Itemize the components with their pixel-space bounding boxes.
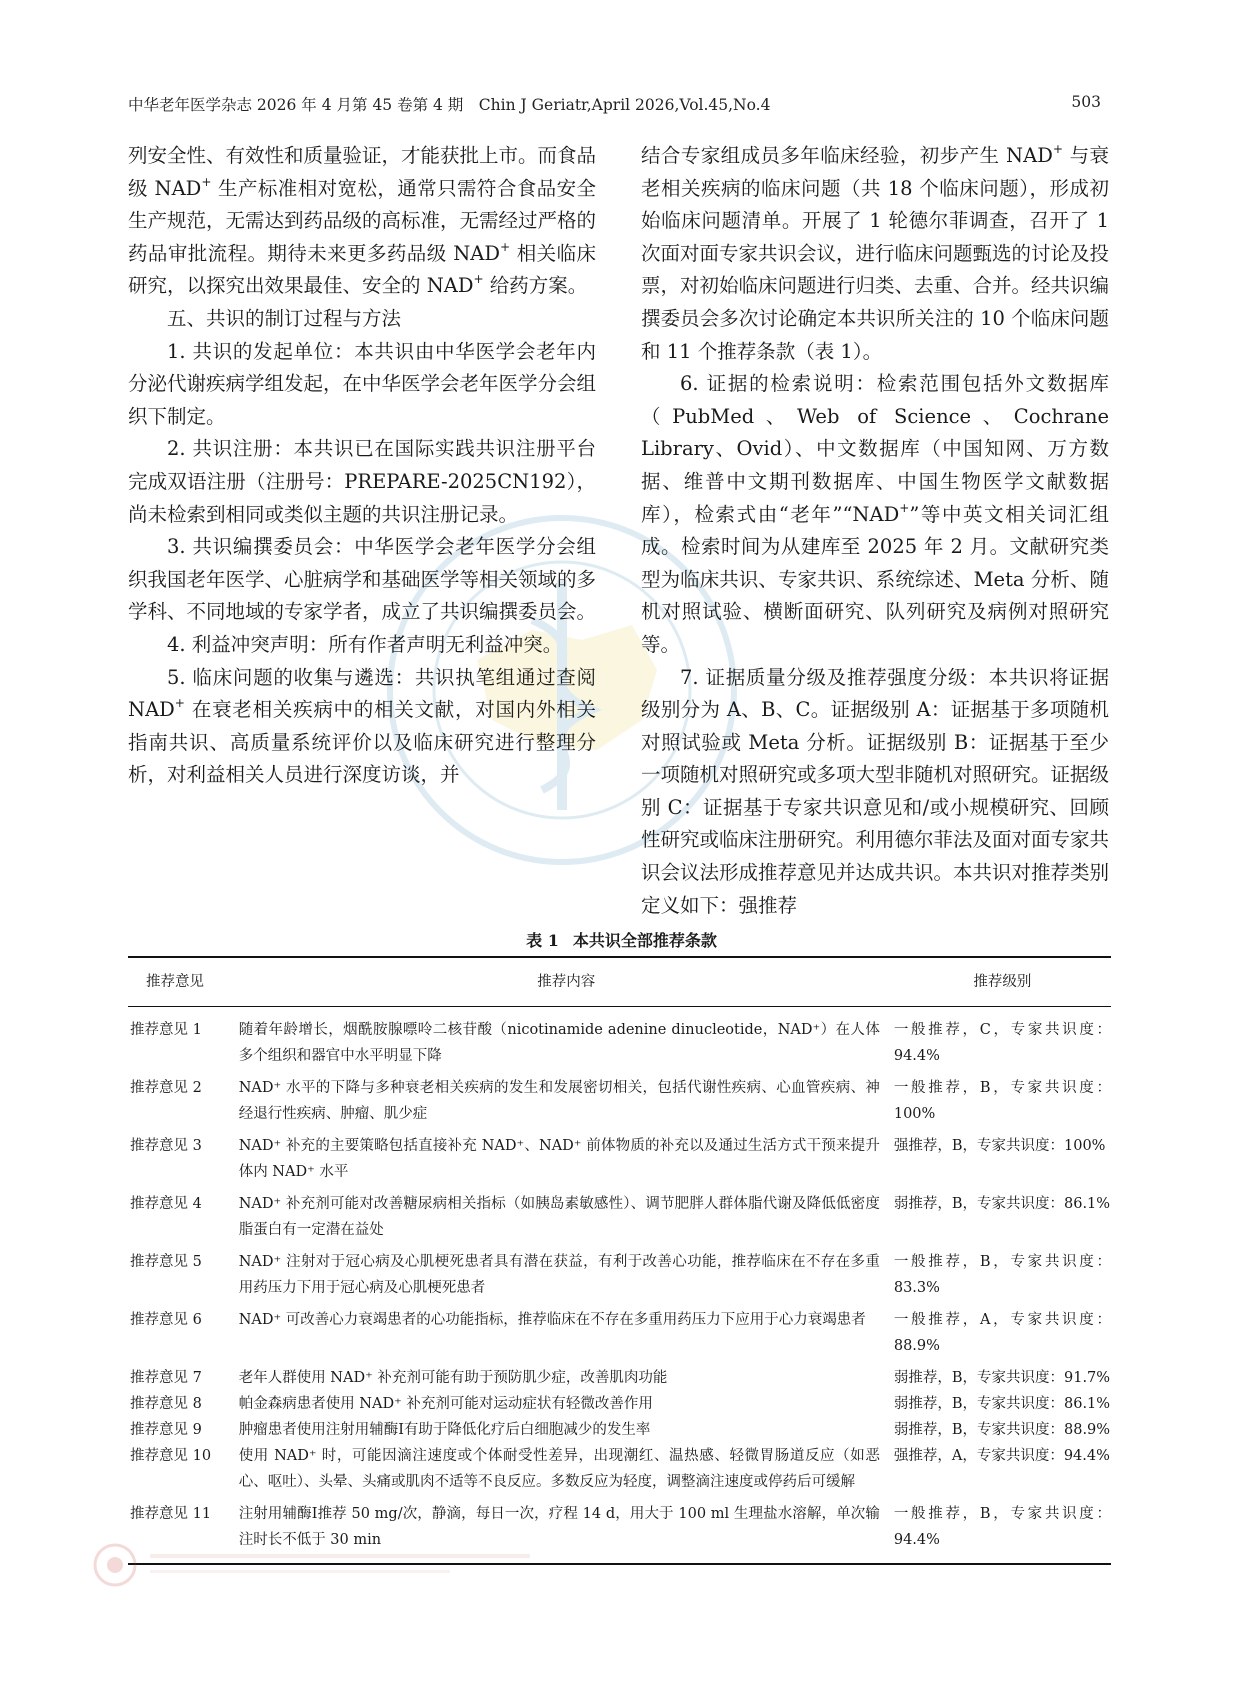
table-row xyxy=(128,1127,1111,1185)
row-content: 帕金森病患者使用 NAD⁺ 补充剂可能对运动症状有轻微改善作用 xyxy=(238,1396,653,1412)
row-id: 推荐意见 4 xyxy=(130,1196,202,1212)
item-3: 3. 共识编撰委员会：中华医学会老年医学分会组织我国老年医学、心脏病学和基础医学等相关领域的多学科、不同地域的专家学者，成立了共识编撰委员会。 xyxy=(128,535,597,624)
header-level: 推荐级别 xyxy=(894,957,1111,1007)
table-row xyxy=(128,1185,1111,1243)
row-content: 注射用辅酶Ⅰ推荐 50 mg/次，静滴，每日一次，疗程 14 d，用大于 100 ml 生理盐水溶解，单次输注时长不低于 30 min xyxy=(239,1495,894,1564)
row-content: NAD⁺ 注射对于冠心病及心肌梗死患者具有潜在获益，有利于改善心功能，推荐临床在不存在多重用药压力下用于冠心病及心肌梗死患者 xyxy=(238,1254,880,1296)
row-level: 弱推荐，B，专家共识度：86.1% xyxy=(893,1196,1111,1212)
item-6: 6. 证据的检索说明：检索范围包括外文数据库（PubMed、Web of Science、Cochrane Library、Ovid）、中文数据库（中国知网、万方数据、维普中文期刊数据库、中国生物医学文献数据库），检索式由“老年”“NAD+”等中英文相关词汇组成。检索时间为从建库至 2025 年 2 月。文献研究类型为临床共识、专家共识、系统综述、Meta 分析、随机对照试验、横断面研究、队列研究及病例对照研究等。 xyxy=(641,372,1109,656)
row-level: 弱推荐，B，专家共识度：86.1% xyxy=(893,1396,1111,1412)
row-level: 一般推荐，B，专家共识度：100% xyxy=(893,1080,1111,1122)
row-content: NAD⁺ 水平的下降与多种衰老相关疾病的发生和发展密切相关，包括代谢性疾病、心血管疾病、神经退行性疾病、肿瘤、肌少症 xyxy=(238,1080,880,1122)
journal-info: 中华老年医学杂志 2026 年 4 月第 45 卷第 4 期 Chin J Geriatr,April 2026,Vol.45,No.4 xyxy=(128,96,771,114)
row-id: 推荐意见 1 xyxy=(130,1022,202,1038)
row-id: 推荐意见 9 xyxy=(130,1422,202,1438)
row-id: 推荐意见 6 xyxy=(130,1312,202,1328)
row-level: 一般推荐，B，专家共识度：94.4% xyxy=(894,1495,1111,1564)
row-content: 肿瘤患者使用注射用辅酶Ⅰ有助于降低化疗后白细胞减少的发生率 xyxy=(238,1422,651,1438)
table-row xyxy=(128,1495,1111,1564)
row-level: 一般推荐，C，专家共识度：94.4% xyxy=(893,1022,1111,1064)
item-7: 7. 证据质量分级及推荐强度分级：本共识将证据级别分为 A、B、C。证据级别 A：证据基于多项随机对照试验或 Meta 分析。证据级别 B：证据基于至少一项随机对照研究或多项大型非随机对照研究。证据级别 C：证据基于专家共识意见和/或小规模研究、回顾性研究或临床注册研究。利用德尔菲法及面对面专家共识会议法形成推荐意见并达成共识。本共识对推荐类别定义如下：强推荐 xyxy=(641,665,1110,917)
header-content: 推荐内容 xyxy=(239,957,894,1007)
table-row xyxy=(128,1391,1111,1417)
row-content: 使用 NAD⁺ 时，可能因滴注速度或个体耐受性差异，出现潮红、温热感、轻微胃肠道反应（如恶心、呕吐）、头晕、头痛或肌肉不适等不良反应。多数反应为轻度，调整滴注速度或停药后可缓解 xyxy=(238,1448,880,1490)
row-content: 随着年龄增长，烟酰胺腺嘌呤二核苷酸（nicotinamide adenine dinucleotide，NAD⁺）在人体多个组织和器官中水平明显下降 xyxy=(238,1022,880,1064)
item-5: 5. 临床问题的收集与遴选：共识执笔组通过查阅 NAD+ 在衰老相关疾病中的相关文献，对国内外相关指南共识、高质量系统评价以及临床研究进行整理分析，对利益相关人员进行深度访谈，并 xyxy=(128,665,596,787)
row-id: 推荐意见 11 xyxy=(128,1495,239,1564)
row-level: 强推荐，B，专家共识度：100% xyxy=(893,1138,1106,1154)
row-id: 推荐意见 10 xyxy=(130,1448,212,1464)
right-column xyxy=(641,140,1109,922)
table-row xyxy=(128,1007,1111,1070)
table-row xyxy=(128,1301,1111,1359)
row-content: NAD⁺ 补充剂可能对改善糖尿病相关指标（如胰岛素敏感性）、调节肥胖人群体脂代谢及降低低密度脂蛋白有一定潜在益处 xyxy=(238,1196,880,1238)
paragraph-continued: 列安全性、有效性和质量验证，才能获批上市。而食品级 NAD+ 生产标准相对宽松，通常只需符合食品安全生产规范，无需达到药品级的高标准，无需经过严格的药品审批流程。期待未来更多药品级 NAD+ 相关临床研究，以探究出效果最佳、安全的 NAD+ 给药方案。 xyxy=(128,144,597,298)
section-heading: 五、共识的制订过程与方法 xyxy=(167,306,402,330)
page-number: 503 xyxy=(1071,93,1101,111)
row-id: 推荐意见 3 xyxy=(130,1138,202,1154)
row-id: 推荐意见 7 xyxy=(130,1370,202,1386)
table-row xyxy=(128,1443,1111,1495)
table-label: 表 1 xyxy=(526,931,559,950)
row-level: 一般推荐，A，专家共识度：88.9% xyxy=(893,1312,1111,1354)
left-column xyxy=(128,140,596,792)
running-head xyxy=(128,93,1101,115)
table-caption xyxy=(0,928,1243,951)
table-row xyxy=(128,1069,1111,1127)
row-level: 弱推荐，B，专家共识度：88.9% xyxy=(893,1422,1111,1438)
header-id: 推荐意见 xyxy=(128,957,239,1007)
recommendations-table xyxy=(128,956,1111,1565)
row-level: 弱推荐，B，专家共识度：91.7% xyxy=(893,1370,1111,1386)
row-level: 强推荐，A，专家共识度：94.4% xyxy=(893,1448,1110,1464)
row-content: 老年人群使用 NAD⁺ 补充剂可能有助于预防肌少症，改善肌肉功能 xyxy=(238,1370,668,1386)
row-id: 推荐意见 8 xyxy=(130,1396,202,1412)
row-id: 推荐意见 2 xyxy=(130,1080,202,1096)
row-id: 推荐意见 5 xyxy=(130,1254,202,1270)
paragraph-continued-right: 结合专家组成员多年临床经验，初步产生 NAD+ 与衰老相关疾病的临床问题（共 18 个临床问题），形成初始临床问题清单。开展了 1 轮德尔菲调查，召开了 1 次面对面专家共识会议，进行临床问题甄选的讨论及投票，对初始临床问题进行归类、去重、合并。经共识编撰委员会多次讨论确定本共识所关注的 10 个临床问题和 11 个推荐条款（表 1）。 xyxy=(641,141,1110,363)
table-title: 本共识全部推荐条款 xyxy=(572,931,717,950)
row-level: 一般推荐，B，专家共识度：83.3% xyxy=(893,1254,1111,1296)
item-1: 1. 共识的发起单位：本共识由中华医学会老年内分泌代谢疾病学组发起，在中华医学会老年医学分会组织下制定。 xyxy=(128,339,597,428)
table-row xyxy=(128,1417,1111,1443)
table-row xyxy=(128,1359,1111,1391)
table-row xyxy=(128,1243,1111,1301)
row-content: NAD⁺ 补充的主要策略包括直接补充 NAD⁺、NAD⁺ 前体物质的补充以及通过生活方式干预来提升体内 NAD⁺ 水平 xyxy=(238,1138,880,1180)
item-2: 2. 共识注册：本共识已在国际实践共识注册平台完成双语注册（注册号：PREPARE-2025CN192），尚未检索到相同或类似主题的共识注册记录。 xyxy=(128,437,596,526)
table-header-row xyxy=(128,957,1111,1007)
row-content: NAD⁺ 可改善心力衰竭患者的心功能指标，推荐临床在不存在多重用药压力下应用于心力衰竭患者 xyxy=(238,1312,866,1328)
item-4: 4. 利益冲突声明：所有作者声明无利益冲突。 xyxy=(167,632,563,656)
